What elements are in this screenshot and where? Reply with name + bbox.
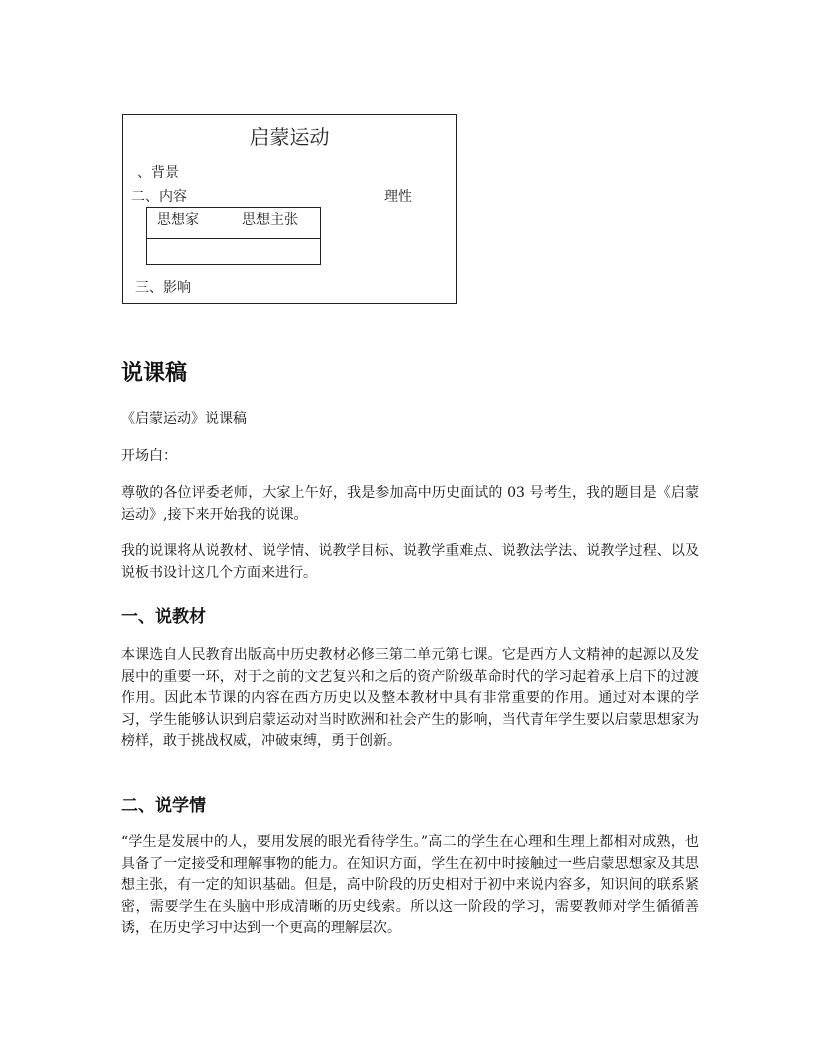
board-item-impact: 三、影响 [135, 280, 191, 296]
blackboard-design-box [122, 114, 457, 304]
document-title: 说课稿 [121, 361, 188, 386]
opening-label: 开场白： [121, 448, 177, 464]
section-heading-textbook: 一、说教材 [121, 607, 206, 627]
board-side-note: 理性 [384, 189, 412, 205]
paragraph-opening: 尊敬的各位评委老师，大家上午好，我是参加高中历史面试的 03 号考生，我的题目是《启蒙运动》,接下来开始我的说课。 [121, 485, 699, 523]
document-subtitle: 《启蒙运动》说课稿 [121, 411, 247, 427]
board-table-header-row [147, 208, 320, 239]
board-item-content: 二、内容 [131, 189, 187, 205]
section-heading-students: 二、说学情 [121, 796, 206, 816]
board-item-background: 、背景 [137, 165, 179, 181]
board-table-col-thinker: 思想家 [157, 212, 199, 228]
section-text-textbook: 本课选自人民教育出版高中历史教材必修三第二单元第七课。它是西方人文精神的起源以及发展中的重要一环，对于之前的文艺复兴和之后的资产阶级革命时代的学习起着承上启下的过渡作用。因此本节课的内容在西方历史以及整本教材中具有非常重要的作用。通过对本课的学习，学生能够认识到启蒙运动对当时欧洲和社会产生的影响，当代青年学生要以启蒙思想家为榜样，敢于挑战权威，冲破束缚，勇于创新。 [121, 647, 699, 749]
board-table-col-ideas: 思想主张 [242, 212, 298, 228]
board-title: 启蒙运动 [249, 125, 330, 149]
section-text-students: “学生是发展中的人，要用发展的眼光看待学生。”高二的学生在心理和生理上都相对成熟，也具备了一定接受和理解事物的能力。在知识方面，学生在初中时接触过一些启蒙思想家及其思想主张，有一定的知识基础。但是，高中阶段的历史相对于初中来说内容多，知识间的联系紧密，需要学生在头脑中形成清晰的历史线索。所以这一阶段的学习，需要教师对学生循循善诱，在历史学习中达到一个更高的理解层次。 [121, 834, 699, 936]
paragraph-outline: 我的说课将从说教材、说学情、说教学目标、说教学重难点、说教法学法、说教学过程、以及说板书设计这几个方面来进行。 [121, 543, 699, 581]
board-thinkers-table [146, 207, 321, 265]
